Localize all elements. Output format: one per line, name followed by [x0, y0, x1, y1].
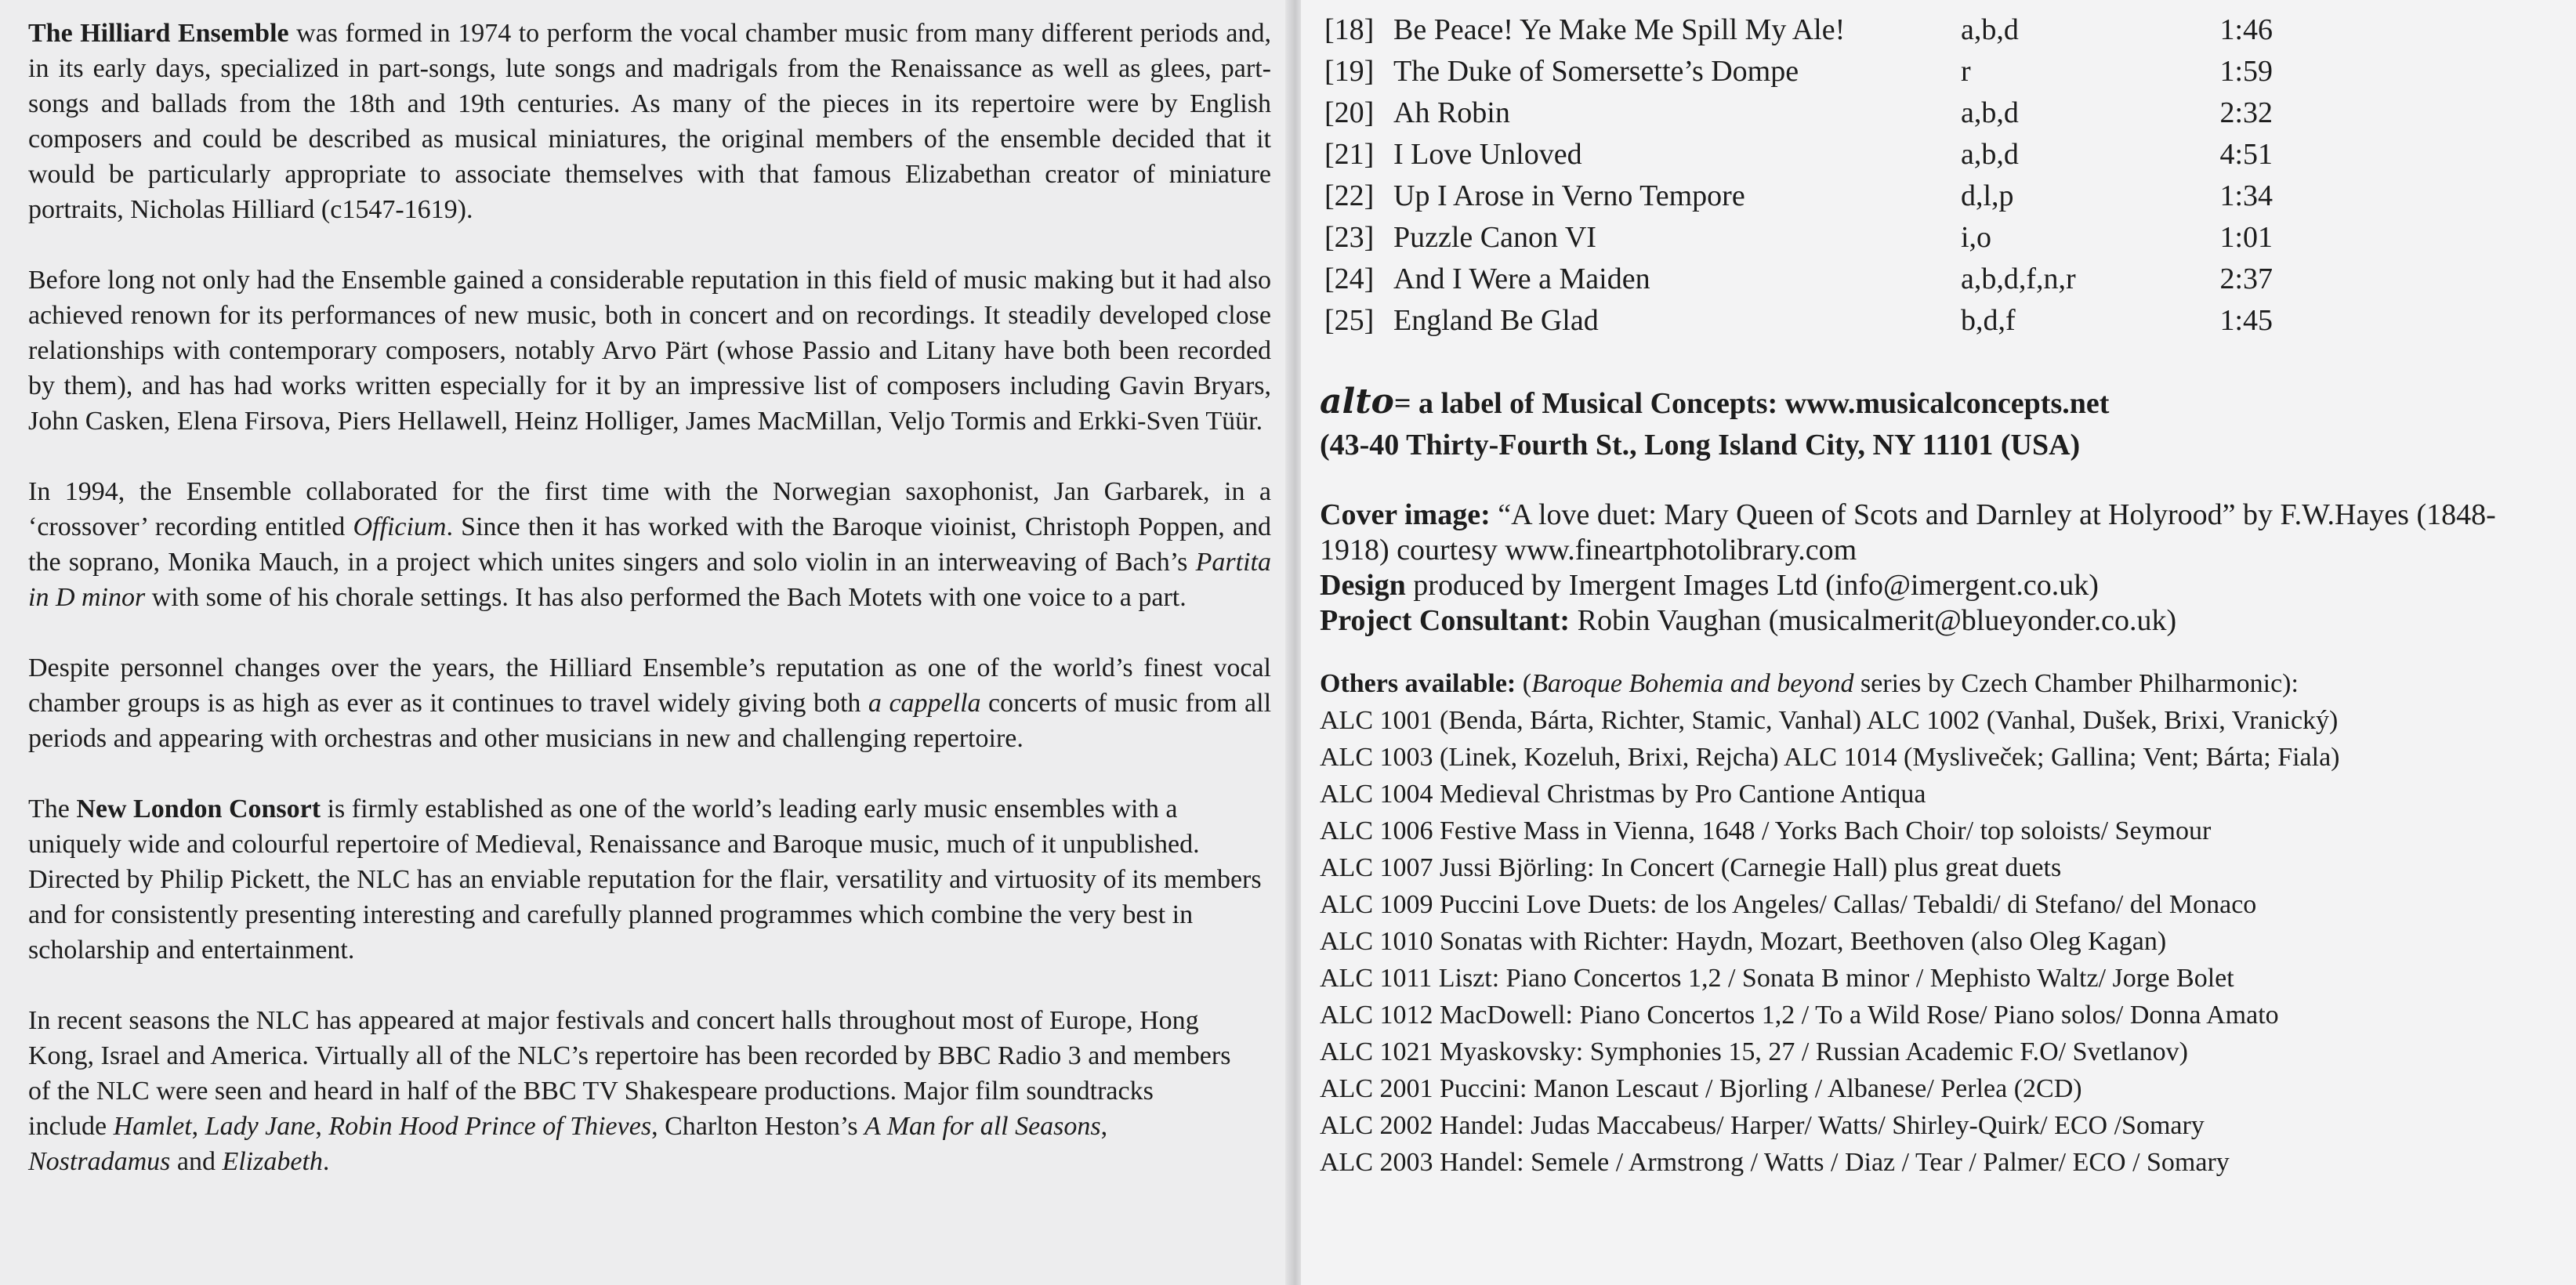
track-title: Ah Robin [1393, 96, 1510, 129]
paren: ( [1516, 669, 1532, 698]
series-name: Baroque Bohemia and beyond [1531, 669, 1854, 698]
reputation-paragraph [28, 650, 1271, 756]
cover-label: Cover image: [1320, 498, 1491, 531]
track-title: Be Peace! Ye Make Me Spill My Ale! [1393, 13, 1846, 46]
track-number: [20] [1324, 96, 1375, 129]
track-row [1320, 134, 2529, 176]
track-row [1320, 9, 2529, 51]
track-voices: a,b,d,f,n,r [1961, 262, 2076, 295]
design-text: produced by Imergent Images Ltd (info@imergent.co.uk) [1405, 569, 2099, 602]
design-label: Design [1320, 569, 1406, 602]
sep: , [191, 1112, 205, 1141]
track-voices: r [1961, 55, 1971, 88]
film-hamlet: Hamlet [113, 1112, 192, 1141]
new-music-paragraph: Before long not only had the Ensemble gained a considerable reputation in this field of music making but it had also achieved renown for its performances of new music, both in concert and on recordings. It steadily developed close relationships with contemporary composers, notably Arvo Pärt (whose Passio and Litany have both been recorded by them), and has had works written especially for it by an impressive list of composers including Gavin Bryars, John Casken, Elena Firsova, Piers Hellawell, Heinz Holliger, James MacMillan, Veljo Tormis and Erkki-Sven Tüür. [28, 266, 1271, 436]
catalog-item: ALC 1009 Puccini Love Duets: de los Angeles/ Callas/ Tebaldi/ di Stefano/ del Monaco [1320, 890, 2257, 919]
track-list [1320, 9, 2529, 342]
film-nostradamus: Nostradamus [28, 1147, 171, 1176]
series-rest: series by Czech Chamber Philharmonic): [1853, 669, 2299, 698]
nlc-paragraph [28, 791, 1271, 968]
track-title: England Be Glad [1393, 304, 1599, 337]
track-number: [24] [1324, 262, 1375, 295]
track-duration: 2:37 [2219, 262, 2273, 295]
officium-text-b: . Since then it has worked with the Baroque vioinist, Christoph Poppen, and the soprano, Monika Mauch, in a project which unites singers and solo violin in an interweaving of Bach’s [28, 512, 1271, 577]
sep: . [322, 1147, 330, 1176]
catalog-item: ALC 2001 Puccini: Manon Lescaut / Bjorling / Albanese/ Perlea (2CD) [1320, 1074, 2082, 1103]
track-number: [18] [1324, 13, 1375, 46]
track-duration: 1:46 [2219, 13, 2273, 46]
track-row [1320, 300, 2529, 342]
track-row [1320, 92, 2529, 134]
catalog-item: ALC 1003 (Linek, Kozeluh, Brixi, Rejcha) ALC 1014 (Mysliveček; Gallina; Vent; Bárta; Fiala) [1320, 743, 2340, 772]
catalog-item: ALC 1006 Festive Mass in Vienna, 1648 / Yorks Bach Choir/ top soloists/ Seymour [1320, 816, 2212, 845]
consultant-label: Project Consultant: [1320, 604, 1571, 637]
right-page [1301, 0, 2576, 1285]
hilliard-text: was formed in 1974 to perform the vocal chamber music from many different periods and, in its early days, specialized in part-songs, lute songs and madrigals from the Renaissance as well as glees, part-songs and ballads from the 18th and 19th centuries. As many of the pieces in its repertoire were by English composers and could be described as musical miniatures, the original members of the ensemble decided that it would be particularly appropriate to associate themselves with that famous Elizabethan creator of miniature portraits, Nicholas Hilliard (c1547-1619). [28, 19, 1271, 224]
track-voices: a,b,d [1961, 138, 2019, 171]
nlc-seasons-paragraph [28, 1003, 1235, 1179]
officium-paragraph [28, 474, 1271, 615]
seasons-text: In recent seasons the NLC has appeared at major festivals and concert halls throughout most of Europe, Hong Kong, Israel and America. Virtually all of the NLC’s repertoire has been recorded by BBC Radio 3 and members of the NLC were seen and heard in half of the BBC TV Shakespeare productions. Major film soundtracks include [28, 1006, 1231, 1141]
nlc-text: is firmly established as one of the world’s leading early music ensembles with a uniquely wide and colourful repertoire of Medieval, Renaissance and Baroque music, much of it unpublished. Directed by Philip Pickett, the NLC has an enviable reputation for the flair, versatility and virtuosity of its members and for consistently presenting interesting and carefully planned programmes which combine the very best in scholarship and entertainment. [28, 795, 1262, 965]
label-address: (43-40 Thirty-Fourth St., Long Island City, NY 11101 (USA) [1320, 429, 2081, 462]
film-lady-jane: Lady Jane [205, 1112, 316, 1141]
catalog-item: ALC 1001 (Benda, Bárta, Richter, Stamic, Vanhal) ALC 1002 (Vanhal, Dušek, Brixi, Vranický) [1320, 706, 2339, 735]
track-duration: 1:01 [2219, 221, 2273, 254]
cover-credit [1320, 498, 2529, 568]
catalog-item: ALC 1011 Liszt: Piano Concertos 1,2 / Sonata B minor / Mephisto Waltz/ Jorge Bolet [1320, 964, 2234, 993]
reputation-text-b: concerts of music from all periods and appearing with orchestras and other musicians in new and challenging repertoire. [28, 689, 1272, 753]
track-duration: 2:32 [2219, 96, 2273, 129]
label-line-1 [1320, 381, 2529, 425]
others-available [1320, 665, 2529, 1181]
track-number: [23] [1324, 221, 1375, 254]
reputation-text-a: Despite personnel changes over the years, the Hilliard Ensemble’s reputation as one of the world’s finest vocal chamber groups is as high as ever as it continues to travel widely giving both [28, 653, 1271, 718]
track-row [1320, 176, 2529, 217]
track-voices: b,d,f [1961, 304, 2016, 337]
sep: , Charlton Heston’s [651, 1112, 865, 1141]
track-number: [19] [1324, 55, 1375, 88]
catalog-item: ALC 1021 Myaskovsky: Symphonies 15, 27 / Russian Academic F.O/ Svetlanov) [1320, 1037, 2188, 1066]
alto-logo: alto [1320, 382, 1394, 422]
track-title: The Duke of Somersette’s Dompe [1393, 55, 1799, 88]
catalog-item: ALC 1007 Jussi Björling: In Concert (Carnegie Hall) plus great duets [1320, 853, 2062, 882]
track-duration: 1:34 [2219, 179, 2273, 212]
consultant-text: Robin Vaughan (musicalmerit@blueyonder.co.uk) [1570, 604, 2177, 637]
catalog-item: ALC 2003 Handel: Semele / Armstrong / Watts / Diaz / Tear / Palmer/ ECO / Somary [1320, 1148, 2230, 1177]
film-elizabeth: Elizabeth [222, 1147, 323, 1176]
track-number: [25] [1324, 304, 1375, 337]
partita-title: Partita in D minor [28, 548, 1271, 612]
track-duration: 1:59 [2219, 55, 2273, 88]
officium-text-a: In 1994, the Ensemble collaborated for the first time with the Norwegian saxophonist, Jan Garbarek, in a ‘crossover’ recording entitled [28, 477, 1271, 541]
track-voices: a,b,d [1961, 96, 2019, 129]
others-label: Others available: [1320, 669, 1516, 698]
hilliard-name: The Hilliard Ensemble [28, 19, 289, 48]
sep: , [1100, 1112, 1108, 1141]
track-voices: a,b,d [1961, 13, 2019, 46]
track-row [1320, 259, 2529, 300]
track-number: [21] [1324, 138, 1375, 171]
catalog-item: ALC 1004 Medieval Christmas by Pro Cantione Antiqua [1320, 780, 1926, 809]
track-number: [22] [1324, 179, 1375, 212]
track-voices: d,l,p [1961, 179, 2014, 212]
officium-text-c: with some of his chorale settings. It has also performed the Bach Motets with one voice to a part. [145, 583, 1187, 612]
track-voices: i,o [1961, 221, 1992, 254]
credits [1320, 498, 2529, 639]
track-title: Up I Arose in Verno Tempore [1393, 179, 1745, 212]
consultant-credit [1320, 603, 2529, 639]
catalog-item: ALC 1012 MacDowell: Piano Concertos 1,2 / To a Wild Rose/ Piano solos/ Donna Amato [1320, 1001, 2279, 1030]
hilliard-paragraph [28, 16, 1271, 227]
cover-text: “A love duet: Mary Queen of Scots and Darnley at Holyrood” by F.W.Hayes (1848-1918) courtesy www.fineartphotolibrary.com [1320, 498, 2496, 566]
catalog-item: ALC 1010 Sonatas with Richter: Haydn, Mozart, Beethoven (also Oleg Kagan) [1320, 927, 2167, 956]
film-robin-hood: Robin Hood Prince of Thieves [328, 1112, 652, 1141]
track-title: Puzzle Canon VI [1393, 221, 1596, 254]
sep: , [315, 1112, 329, 1141]
others-heading [1320, 665, 2529, 702]
track-title: And I Were a Maiden [1393, 262, 1650, 295]
label-info [1320, 381, 2529, 466]
track-title: I Love Unloved [1393, 138, 1582, 171]
track-duration: 4:51 [2219, 138, 2273, 171]
label-website: = a label of Musical Concepts: www.musicalconcepts.net [1393, 387, 2110, 420]
track-row [1320, 51, 2529, 92]
design-credit [1320, 568, 2529, 603]
nlc-lead: The [28, 795, 77, 823]
track-row [1320, 217, 2529, 259]
catalog-item: ALC 2002 Handel: Judas Maccabeus/ Harper/ Watts/ Shirley-Quirk/ ECO /Somary [1320, 1111, 2205, 1140]
nlc-name: New London Consort [76, 795, 321, 823]
a-cappella: a cappella [868, 689, 981, 718]
track-duration: 1:45 [2219, 304, 2273, 337]
sep: and [170, 1147, 223, 1176]
film-man-for-all-seasons: A Man for all Seasons [864, 1112, 1101, 1141]
officium-title: Officium [353, 512, 447, 541]
